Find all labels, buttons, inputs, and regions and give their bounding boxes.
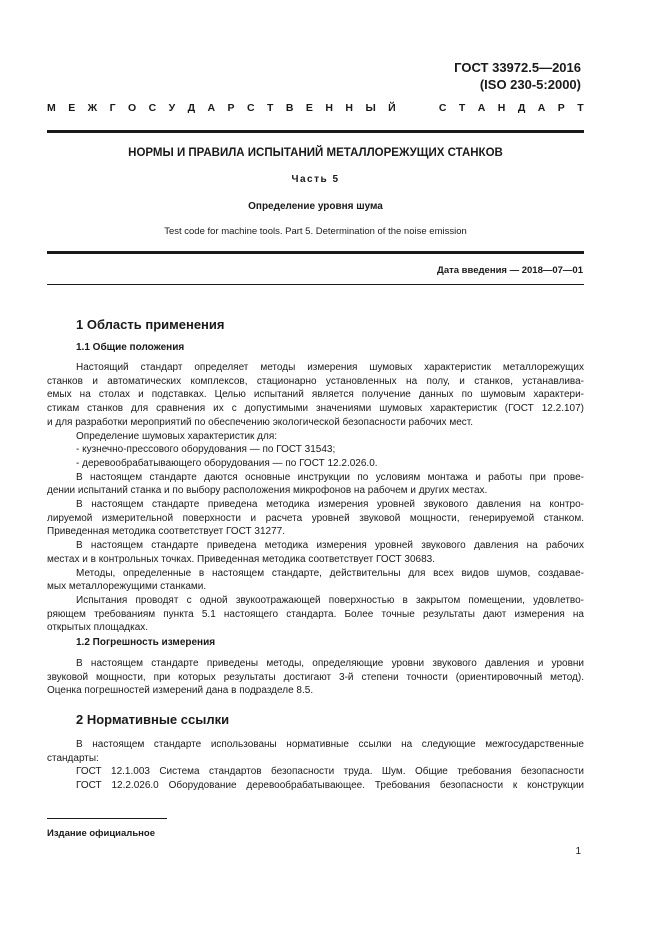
text-line: и для разработки мероприятий по обеспечению экологической безопасности рабочих мест. (47, 416, 474, 428)
paragraph-accuracy (47, 657, 584, 698)
text-line: стикам станков для сравнения их с допустимыми значениями шумовых характеристик (ГОСТ 12.2.107) (47, 403, 584, 415)
text-line: В настоящем стандарте даются основные инструкции по условиям монтажа и работы при прове- (76, 471, 584, 483)
footer-rule (47, 818, 167, 819)
banner-letter: С (247, 102, 255, 114)
banner-letter: Г (109, 102, 116, 114)
reference-item: ГОСТ 12.1.003 Система стандартов безопасности труда. Шум. Общие требования безопасности (76, 766, 584, 778)
banner-letter: Н (325, 102, 333, 114)
banner-letter: Ы (365, 102, 376, 114)
subsection-1-1-heading: 1.1 Общие положения (76, 342, 185, 353)
document-subtitle: Определение уровня шума (248, 201, 383, 212)
title-rule (47, 251, 584, 254)
banner-letter: Т (458, 102, 466, 114)
interstate-standard-banner (47, 102, 584, 114)
paragraph-references (47, 738, 584, 793)
standard-number-block (454, 59, 581, 93)
banner-letter: Ж (87, 102, 98, 114)
text-line: местах и в контрольных точках. Приведенная методика соответствует ГОСТ 30683. (47, 553, 435, 565)
banner-letter: А (207, 102, 216, 114)
banner-letter (408, 102, 411, 114)
text-line: Определение шумовых характеристик для: (76, 430, 278, 442)
iso-number: (ISO 230-5:2000) (479, 77, 581, 92)
text-line: В настоящем стандарте приведена методика измерения уровней звукового давления на контро- (76, 499, 584, 511)
part-label: Часть 5 (291, 174, 340, 185)
banner-letter: Т (267, 102, 274, 114)
date-rule (47, 284, 584, 285)
text-line: Методы, определенные в настоящем стандарте, действительны для всех видов шумов, создавае- (76, 567, 584, 579)
text-line: Испытания проводят с одной звукоотражающей поверхностью в закрытом помещении, удовлетво- (76, 594, 584, 606)
text-line: Приведенная методика соответствует ГОСТ 31277. (47, 526, 285, 538)
banner-letter: Й (388, 102, 396, 114)
text-line: дении испытаний станка и по выбору расположения микрофонов на рабочем и других местах. (47, 485, 488, 497)
list-item: - кузнечно-прессового оборудования — по ГОСТ 31543; (76, 444, 336, 456)
paragraph-1 (47, 361, 584, 635)
text-line: емых на столах и подставках. Целью испытаний является получение данных по шумовым характери- (47, 389, 584, 401)
banner-letter: С (148, 102, 157, 114)
banner-letter (424, 102, 427, 114)
banner-letter: Д (187, 102, 196, 114)
text-line: станков и автоматических комплексов, стационарно установленных на полу, и станков, устанавлива- (47, 375, 584, 387)
reference-item: ГОСТ 12.2.026.0 Оборудование деревообрабатывающее. Требования безопасности к конструкции (76, 780, 584, 792)
banner-letter: Р (227, 102, 235, 114)
text-line: В настоящем стандарте использованы нормативные ссылки на следующие межгосударственные (76, 739, 584, 750)
official-edition-label: Издание официальное (47, 828, 155, 839)
banner-letter: Д (517, 102, 526, 114)
text-line: лируемой измерительной поверхности и расчета уровней звуковой мощности, генерируемой станком. (47, 512, 584, 524)
banner-letter: Т (577, 102, 584, 114)
introduction-date: Дата введения — 2018—07—01 (437, 265, 583, 276)
standard-number: ГОСТ 33972.5—2016 (454, 60, 581, 75)
list-item: - деревообрабатывающего оборудования — по ГОСТ 12.2.026.0. (76, 457, 378, 469)
page-number: 1 (575, 846, 581, 857)
section-2-heading: 2 Нормативные ссылки (76, 712, 230, 727)
banner-letter: У (168, 102, 176, 114)
banner-letter: М (47, 102, 56, 114)
banner-letter: А (477, 102, 486, 114)
text-line: В настоящем стандарте приведена методика измерения уровней звукового давления на рабочих (76, 540, 584, 552)
text-line: стандарты: (47, 752, 99, 764)
banner-letter: В (285, 102, 294, 114)
banner-letter: О (127, 102, 137, 114)
english-title: Test code for machine tools. Part 5. Determination of the noise emission (164, 226, 467, 237)
banner-letter: Е (68, 102, 76, 114)
text-line: В настоящем стандарте приведены методы, определяющие уровни звукового давления и уровни (76, 658, 584, 669)
banner-letter: Р (557, 102, 565, 114)
banner-letter: А (537, 102, 546, 114)
banner-letter: Н (345, 102, 353, 114)
text-line: ряющем требованиям пункта 5.1 настоящего стандарта. Более точные результаты дают измерения на (47, 608, 584, 620)
header-rule (47, 130, 584, 133)
text-line: Настоящий стандарт определяет методы измерения шумовых характеристик металлорежущих (76, 362, 584, 373)
banner-letter: С (438, 102, 447, 114)
text-line: мых металлорежущими станками. (47, 581, 207, 593)
text-line: звуковой мощности, при которых результаты достигают 3-й степени точности (ориентировочный метод). (47, 671, 584, 683)
text-line: Оценка погрешностей измерений дана в подразделе 8.5. (47, 685, 314, 697)
banner-letter: Н (497, 102, 506, 114)
text-line: открытых площадках. (47, 622, 149, 634)
banner-letter: Е (305, 102, 313, 114)
section-1-heading: 1 Область применения (76, 317, 225, 332)
subsection-1-2-heading: 1.2 Погрешность измерения (76, 637, 216, 648)
document-title: НОРМЫ И ПРАВИЛА ИСПЫТАНИЙ МЕТАЛЛОРЕЖУЩИХ СТАНКОВ (128, 147, 503, 159)
